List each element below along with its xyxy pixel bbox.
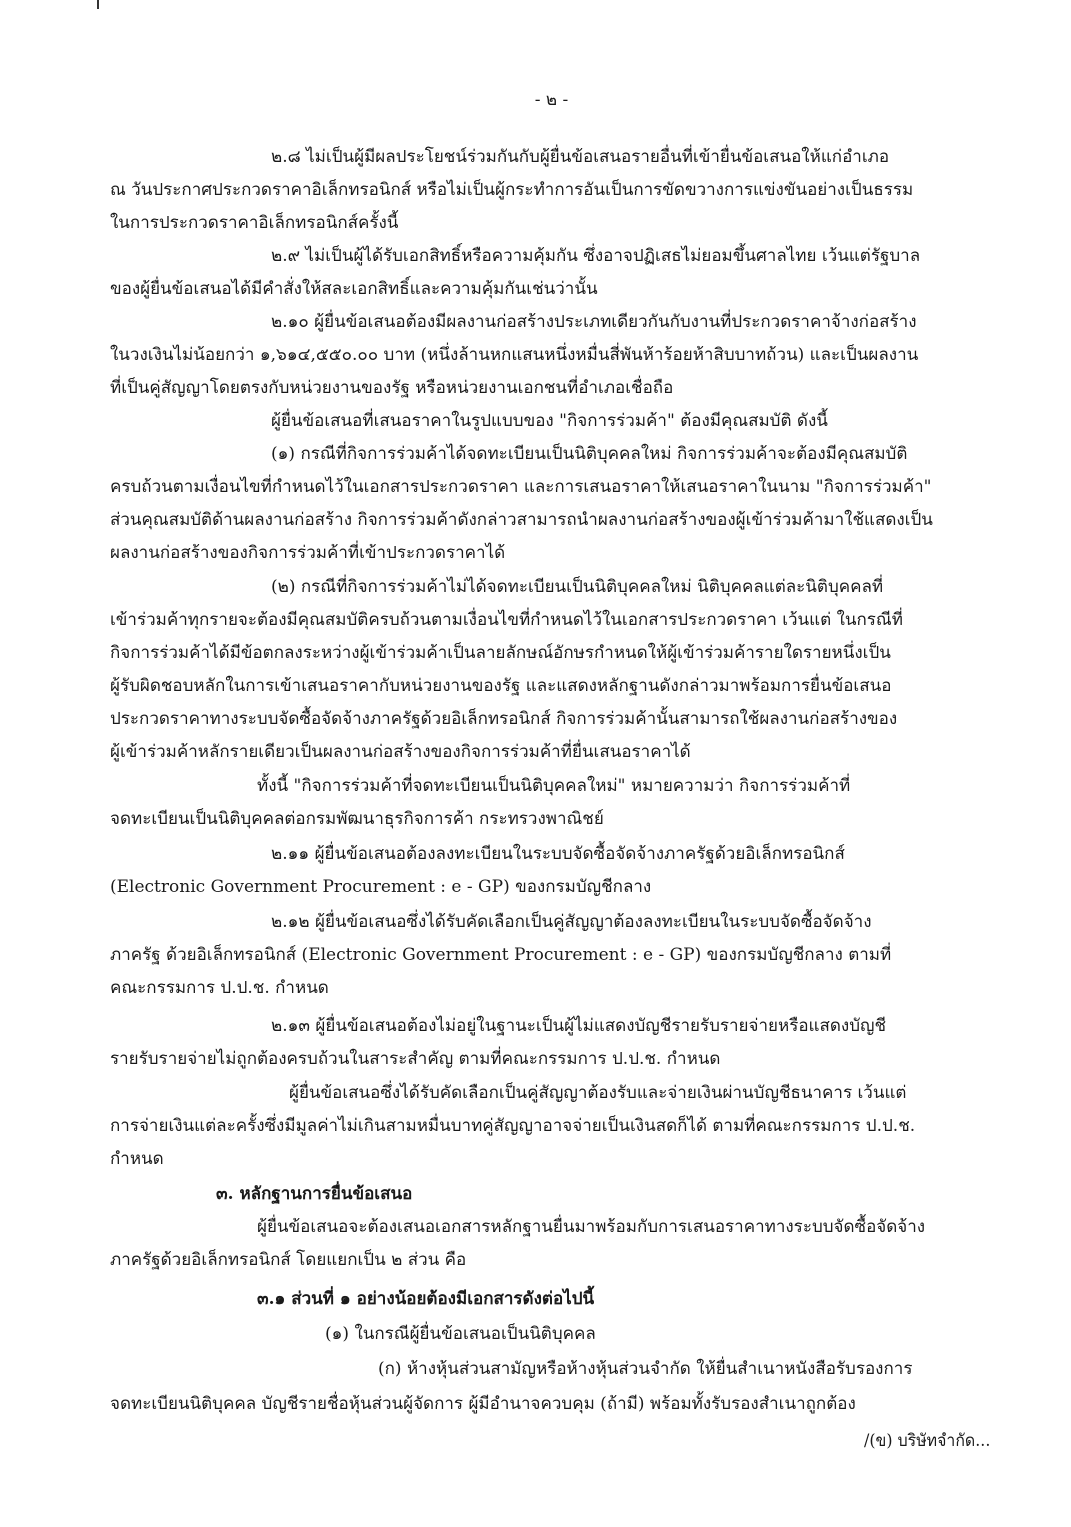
section-3-1-item-1: (๑) ในกรณีผู้ยื่นข้อเสนอเป็นนิติบุคคล (325, 1324, 596, 1344)
joint-venture-case-1-line-3: ส่วนคุณสมบัติด้านผลงานก่อสร้าง กิจการร่วมค้าดังกล่าวสามารถนำผลงานก่อสร้างของผู้เข้าร่วมค้ามาใช้แสดงเป็น (110, 510, 933, 530)
joint-venture-case-2-line-3: กิจการร่วมค้าได้มีข้อตกลงระหว่างผู้เข้าร่วมค้าเป็นลายลักษณ์อักษรกำหนดให้ผู้เข้าร่วมค้ารายใดรายหนึ่งเป็น (110, 643, 891, 663)
clause-2-8-line-1: ๒.๘ ไม่เป็นผู้มีผลประโยชน์ร่วมกันกับผู้ยื่นข้อเสนอรายอื่นที่เข้ายื่นข้อเสนอให้แก่อำเภอ (271, 147, 890, 167)
joint-venture-intro: ผู้ยื่นข้อเสนอที่เสนอราคาในรูปแบบของ "กิจการร่วมค้า" ต้องมีคุณสมบัติ ดังนี้ (271, 411, 828, 431)
joint-venture-case-2-line-2: เข้าร่วมค้าทุกรายจะต้องมีคุณสมบัติครบถ้วนตามเงื่อนไขที่กำหนดไว้ในเอกสารประกวดราคา เว้นแต่ ในกรณีที่ (110, 610, 903, 630)
section-3-line-2: ภาครัฐด้วยอิเล็กทรอนิกส์ โดยแยกเป็น ๒ ส่วน คือ (110, 1250, 467, 1270)
payment-line-3: กำหนด (110, 1149, 164, 1169)
section-3-1-heading: ๓.๑ ส่วนที่ ๑ อย่างน้อยต้องมีเอกสารดังต่อไปนี้ (257, 1289, 595, 1309)
definition-line-1: ทั้งนี้ "กิจการร่วมค้าที่จดทะเบียนเป็นนิติบุคคลใหม่" หมายความว่า กิจการร่วมค้าที่ (257, 776, 851, 796)
clause-2-13-line-1: ๒.๑๓ ผู้ยื่นข้อเสนอต้องไม่อยู่ในฐานะเป็นผู้ไม่แสดงบัญชีรายรับรายจ่ายหรือแสดงบัญชี (271, 1016, 887, 1036)
clause-2-8-line-3: ในการประกวดราคาอิเล็กทรอนิกส์ครั้งนี้ (110, 213, 399, 233)
joint-venture-case-1-line-4: ผลงานก่อสร้างของกิจการร่วมค้าที่เข้าประกวดราคาได้ (110, 543, 506, 563)
clause-2-13-line-2: รายรับรายจ่ายไม่ถูกต้องครบถ้วนในสาระสำคัญ ตามที่คณะกรรมการ ป.ป.ช. กำหนด (110, 1049, 721, 1069)
clause-2-10-line-2: ในวงเงินไม่น้อยกว่า ๑,๖๑๔,๕๕๐.๐๐ บาท (หนึ่งล้านหกแสนหนึ่งหมื่นสี่พันห้าร้อยห้าสิบบาทถ้วน) และเป็นผลงาน (110, 345, 919, 365)
section-3-1-item-1-a-line-2: จดทะเบียนนิติบุคคล บัญชีรายชื่อหุ้นส่วนผู้จัดการ ผู้มีอำนาจควบคุม (ถ้ามี) พร้อมทั้งรับรองสำเนาถูกต้อง (110, 1394, 856, 1414)
joint-venture-case-1-line-2: ครบถ้วนตามเงื่อนไขที่กำหนดไว้ในเอกสารประกวดราคา และการเสนอราคาให้เสนอราคาในนาม "กิจการร่วมค้า" (110, 477, 932, 497)
clause-2-12-line-1: ๒.๑๒ ผู้ยื่นข้อเสนอซึ่งได้รับคัดเลือกเป็นคู่สัญญาต้องลงทะเบียนในระบบจัดซื้อจัดจ้าง (271, 912, 872, 932)
clause-2-9-line-2: ของผู้ยื่นข้อเสนอได้มีคำสั่งให้สละเอกสิทธิ์และความคุ้มกันเช่นว่านั้น (110, 279, 598, 299)
section-3-1-item-1-a-line-1: (ก) ห้างหุ้นส่วนสามัญหรือห้างหุ้นส่วนจำกัด ให้ยื่นสำเนาหนังสือรับรองการ (378, 1359, 913, 1379)
clause-2-10-line-3: ที่เป็นคู่สัญญาโดยตรงกับหน่วยงานของรัฐ หรือหน่วยงานเอกชนที่อำเภอเชื่อถือ (110, 378, 674, 398)
scan-mark (97, 0, 99, 9)
clause-2-12-line-3: คณะกรรมการ ป.ป.ช. กำหนด (110, 978, 329, 998)
definition-line-2: จดทะเบียนเป็นนิติบุคคลต่อกรมพัฒนาธุรกิจการค้า กระทรวงพาณิชย์ (110, 809, 604, 829)
clause-2-10-line-1: ๒.๑๐ ผู้ยื่นข้อเสนอต้องมีผลงานก่อสร้างประเภทเดียวกันกับงานที่ประกวดราคาจ้างก่อสร้าง (271, 312, 917, 332)
clause-2-12-line-2: ภาครัฐ ด้วยอิเล็กทรอนิกส์ (Electronic Government Procurement : e - GP) ของกรมบัญชีกลาง ตามที่ (110, 945, 892, 965)
clause-2-8-line-2: ณ วันประกาศประกวดราคาอิเล็กทรอนิกส์ หรือไม่เป็นผู้กระทำการอันเป็นการขัดขวางการแข่งขันอย่างเป็นธรรม (110, 180, 914, 200)
payment-line-1: ผู้ยื่นข้อเสนอซึ่งได้รับคัดเลือกเป็นคู่สัญญาต้องรับและจ่ายเงินผ่านบัญชีธนาคาร เว้นแต่ (289, 1083, 907, 1103)
joint-venture-case-2-line-5: ประกวดราคาทางระบบจัดซื้อจัดจ้างภาครัฐด้วยอิเล็กทรอนิกส์ กิจการร่วมค้านั้นสามารถใช้ผลงานก่อสร้างของ (110, 709, 898, 729)
continuation-note: /(ข) บริษัทจำกัด... (864, 1431, 991, 1451)
joint-venture-case-2-line-4: ผู้รับผิดชอบหลักในการเข้าเสนอราคากับหน่วยงานของรัฐ และแสดงหลักฐานดังกล่าวมาพร้อมการยื่นข้อเสนอ (110, 676, 892, 696)
section-3-line-1: ผู้ยื่นข้อเสนอจะต้องเสนอเอกสารหลักฐานยื่นมาพร้อมกับการเสนอราคาทางระบบจัดซื้อจัดจ้าง (257, 1217, 926, 1237)
section-3-heading: ๓. หลักฐานการยื่นข้อเสนอ (216, 1184, 413, 1204)
joint-venture-case-1-line-1: (๑) กรณีที่กิจการร่วมค้าได้จดทะเบียนเป็นนิติบุคคลใหม่ กิจการร่วมค้าจะต้องมีคุณสมบัติ (271, 444, 908, 464)
clause-2-11-line-1: ๒.๑๑ ผู้ยื่นข้อเสนอต้องลงทะเบียนในระบบจัดซื้อจัดจ้างภาครัฐด้วยอิเล็กทรอนิกส์ (271, 844, 845, 864)
clause-2-11-line-2: (Electronic Government Procurement : e - GP) ของกรมบัญชีกลาง (110, 877, 652, 897)
joint-venture-case-2-line-1: (๒) กรณีที่กิจการร่วมค้าไม่ได้จดทะเบียนเป็นนิติบุคคลใหม่ นิติบุคคลแต่ละนิติบุคคลที่ (271, 577, 884, 597)
payment-line-2: การจ่ายเงินแต่ละครั้งซึ่งมีมูลค่าไม่เกินสามหมื่นบาทคู่สัญญาอาจจ่ายเป็นเงินสดก็ได้ ตามที่คณะกรรมการ ป.ป.ช. (110, 1116, 916, 1136)
page-number: - ๒ - (534, 90, 569, 110)
joint-venture-case-2-line-6: ผู้เข้าร่วมค้าหลักรายเดียวเป็นผลงานก่อสร้างของกิจการร่วมค้าที่ยื่นเสนอราคาได้ (110, 742, 691, 762)
clause-2-9-line-1: ๒.๙ ไม่เป็นผู้ได้รับเอกสิทธิ์หรือความคุ้มกัน ซึ่งอาจปฏิเสธไม่ยอมขึ้นศาลไทย เว้นแต่รัฐบาล (271, 246, 921, 266)
